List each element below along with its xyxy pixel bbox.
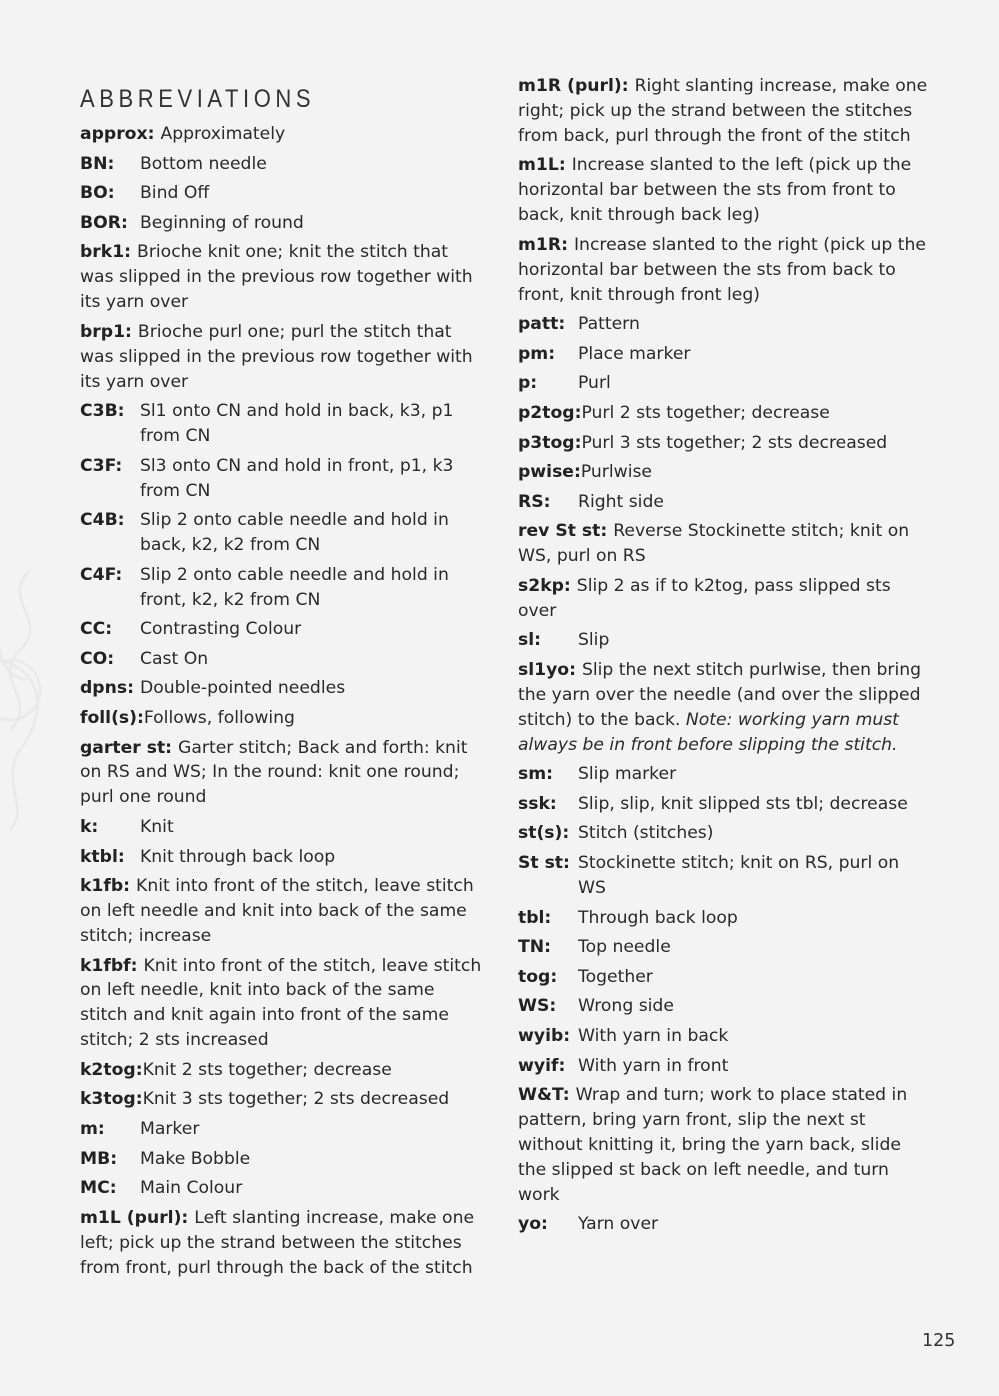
abbreviation-definition bbox=[80, 876, 474, 946]
abbreviation-term: BO: bbox=[80, 183, 115, 204]
definition-text: Contrasting Colour bbox=[140, 619, 302, 640]
abbreviation-definition bbox=[140, 617, 485, 642]
abbreviation-definition bbox=[518, 235, 926, 305]
abbreviation-term: m: bbox=[80, 1119, 105, 1140]
definition-text: Increase slanted to the right (pick up the horizontal bar between the sts from back to front, knit through front leg) bbox=[518, 234, 926, 305]
definition-text: Right side bbox=[578, 491, 664, 512]
abbreviation-term: k: bbox=[80, 816, 99, 837]
abbreviation-entry bbox=[518, 762, 928, 787]
abbreviation-term: C4F: bbox=[80, 564, 123, 585]
abbreviation-term: BN: bbox=[80, 153, 115, 174]
abbreviation-entry bbox=[80, 676, 485, 701]
abbreviation-entry bbox=[518, 935, 928, 960]
definition-text: Slip marker bbox=[578, 764, 677, 785]
abbreviation-definition bbox=[578, 851, 928, 901]
abbreviation-definition bbox=[140, 1147, 485, 1172]
abbreviation-definition bbox=[140, 152, 485, 177]
abbreviation-term: St st: bbox=[518, 853, 570, 874]
abbreviation-entry bbox=[80, 1087, 485, 1112]
abbreviation-definition bbox=[140, 211, 485, 236]
abbreviation-definition bbox=[140, 1176, 485, 1201]
definition-text: Brioche knit one; knit the stitch that was slipped in the previous row together with its yarn over bbox=[80, 242, 473, 313]
abbreviation-term: p: bbox=[518, 373, 538, 394]
abbreviation-definition bbox=[578, 1024, 928, 1049]
abbreviation-definition bbox=[578, 965, 928, 990]
abbreviation-definition bbox=[144, 706, 485, 731]
abbreviation-definition bbox=[578, 628, 928, 653]
definition-text: Slip the next stitch purlwise, then bring the yarn over the needle (and over the slipped stitch) to the back. bbox=[518, 659, 922, 730]
abbreviation-term: CO: bbox=[80, 648, 115, 669]
abbreviation-definition bbox=[578, 1054, 928, 1079]
page-heading: ABBREVIATIONS bbox=[80, 85, 316, 113]
abbreviation-term: sl: bbox=[518, 630, 541, 651]
definition-text: Reverse Stockinette stitch; knit on WS, purl on RS bbox=[518, 521, 910, 567]
abbreviation-term: ssk: bbox=[518, 793, 557, 814]
definition-text: Stockinette stitch; knit on RS, purl on WS bbox=[578, 853, 900, 898]
definition-text: Beginning of round bbox=[140, 212, 304, 233]
abbreviation-entry bbox=[518, 490, 928, 515]
definition-text: Knit 2 sts together; decrease bbox=[142, 1059, 392, 1080]
abbreviation-term: dpns: bbox=[80, 678, 134, 699]
abbreviation-list-left bbox=[80, 122, 485, 1281]
abbreviation-definition bbox=[518, 660, 921, 755]
abbreviation-term: TN: bbox=[518, 937, 551, 958]
definition-text: Top needle bbox=[578, 937, 671, 958]
abbreviation-term: wyif: bbox=[518, 1055, 566, 1076]
definition-text: With yarn in front bbox=[578, 1055, 729, 1076]
definition-text: Through back loop bbox=[578, 907, 738, 928]
abbreviation-term: W&T: bbox=[518, 1085, 570, 1106]
abbreviation-definition bbox=[140, 181, 485, 206]
definition-text: Slip, slip, knit slipped sts tbl; decrease bbox=[578, 793, 908, 814]
abbreviation-term: wyib: bbox=[518, 1025, 571, 1046]
definition-text: Slip 2 onto cable needle and hold in front, k2, k2 from CN bbox=[140, 564, 449, 610]
abbreviation-entry bbox=[518, 628, 928, 653]
abbreviation-definition bbox=[578, 821, 928, 846]
definition-text: Sl1 onto CN and hold in back, k3, p1 from CN bbox=[140, 401, 454, 447]
abbreviation-definition bbox=[578, 1212, 928, 1237]
abbreviation-entry bbox=[80, 874, 485, 949]
definition-text: Make Bobble bbox=[140, 1148, 251, 1169]
definition-text: Purl bbox=[578, 373, 611, 394]
abbreviation-entry bbox=[80, 617, 485, 642]
abbreviation-term: rev St st: bbox=[518, 521, 608, 542]
definition-text: Bottom needle bbox=[140, 153, 267, 174]
definition-text: Double-pointed needles bbox=[140, 678, 346, 699]
definition-text: Garter stitch; Back and forth: knit on RS and WS; In the round: knit one round; purl one round bbox=[80, 737, 468, 808]
abbreviation-term: m1L (purl): bbox=[80, 1207, 189, 1228]
abbreviation-term: WS: bbox=[518, 996, 557, 1017]
abbreviation-term: st(s): bbox=[518, 823, 570, 844]
abbreviation-term: m1R: bbox=[518, 234, 568, 255]
abbreviation-term: garter st: bbox=[80, 737, 173, 758]
definition-text: Purl 2 sts together; decrease bbox=[581, 403, 830, 423]
definition-text: Knit into front of the stitch, leave stitch on left needle, knit into back of the same stitch and knit again into front of the same stitch; 2 sts increased bbox=[80, 955, 482, 1051]
abbreviation-entry bbox=[80, 1176, 485, 1201]
definition-text: Bind Off bbox=[140, 183, 210, 204]
abbreviation-term: patt: bbox=[518, 314, 566, 335]
definition-text: Place marker bbox=[578, 343, 691, 364]
abbreviation-entry bbox=[518, 965, 928, 990]
definition-text: Knit through back loop bbox=[140, 846, 336, 867]
page-number: 125 bbox=[922, 1331, 956, 1351]
abbreviation-entry bbox=[518, 1212, 928, 1237]
abbreviation-term: MC: bbox=[80, 1178, 117, 1199]
definition-text: Main Colour bbox=[140, 1178, 243, 1199]
abbreviation-entry bbox=[80, 1147, 485, 1172]
abbreviation-entry bbox=[518, 153, 928, 228]
definition-text: Sl3 onto CN and hold in front, p1, k3 from CN bbox=[140, 455, 454, 501]
abbreviation-term: pwise: bbox=[518, 462, 581, 483]
abbreviation-definition bbox=[143, 1058, 485, 1083]
abbreviation-entry bbox=[80, 399, 485, 449]
abbreviation-entry bbox=[80, 1058, 485, 1083]
definition-text: Brioche purl one; purl the stitch that was slipped in the previous row together with its yarn over bbox=[80, 321, 473, 392]
abbreviation-term: k1fb: bbox=[80, 876, 131, 897]
definition-text: Knit 3 sts together; 2 sts decreased bbox=[142, 1089, 450, 1110]
abbreviation-definition bbox=[578, 906, 928, 931]
abbreviation-entry bbox=[80, 152, 485, 177]
abbreviation-definition bbox=[518, 1085, 907, 1205]
abbreviation-entry bbox=[518, 851, 928, 901]
definition-text: Slip bbox=[578, 630, 610, 651]
abbreviation-definition bbox=[140, 399, 485, 449]
abbreviation-definition bbox=[140, 815, 485, 840]
definition-text: Together bbox=[578, 966, 653, 987]
abbreviation-term: k1fbf: bbox=[80, 955, 138, 976]
abbreviation-term: sm: bbox=[518, 764, 554, 785]
abbreviation-entry bbox=[518, 1083, 928, 1208]
decorative-watermark bbox=[0, 560, 60, 840]
definition-text: Purl 3 sts together; 2 sts decreased bbox=[581, 432, 888, 453]
abbreviation-term: yo: bbox=[518, 1214, 548, 1235]
abbreviation-definition bbox=[578, 935, 928, 960]
definition-text: Increase slanted to the left (pick up the horizontal bar between the sts from front to back, knit through back leg) bbox=[518, 155, 912, 226]
abbreviation-definition bbox=[140, 1117, 485, 1142]
abbreviation-entry bbox=[518, 906, 928, 931]
abbreviation-entry bbox=[518, 401, 928, 426]
abbreviation-term: sl1yo: bbox=[518, 659, 576, 680]
abbreviation-entry bbox=[518, 460, 928, 485]
abbreviation-term: C3B: bbox=[80, 401, 125, 422]
abbreviation-term: p2tog: bbox=[518, 403, 582, 423]
abbreviation-term: foll(s): bbox=[80, 707, 144, 728]
abbreviation-entry bbox=[80, 122, 485, 147]
abbreviation-term: m1L: bbox=[518, 155, 566, 176]
definition-text: Slip 2 onto cable needle and hold in back, k2, k2 from CN bbox=[140, 510, 449, 556]
abbreviation-definition bbox=[140, 454, 485, 504]
abbreviation-term: MB: bbox=[80, 1148, 118, 1169]
abbreviation-term: tog: bbox=[518, 966, 558, 987]
abbreviation-entry bbox=[518, 792, 928, 817]
abbreviation-term: CC: bbox=[80, 619, 113, 640]
definition-text: Knit into front of the stitch, leave stitch on left needle and knit into back of the same stitch; increase bbox=[80, 876, 474, 946]
abbreviation-entry bbox=[518, 342, 928, 367]
abbreviation-definition bbox=[578, 994, 928, 1019]
abbreviation-entry bbox=[518, 519, 928, 569]
abbreviation-entry bbox=[80, 211, 485, 236]
definition-text: Cast On bbox=[140, 648, 209, 669]
abbreviation-definition bbox=[518, 576, 891, 621]
abbreviation-term: approx: bbox=[80, 124, 155, 144]
definition-text: Approximately bbox=[160, 124, 286, 144]
abbreviation-list-right bbox=[518, 74, 928, 1237]
definition-text: Stitch (stitches) bbox=[578, 823, 714, 844]
abbreviation-term: C4B: bbox=[80, 510, 125, 531]
abbreviation-definition bbox=[581, 401, 928, 426]
definition-text: Wrap and turn; work to place stated in pattern, bring yarn front, slip the next st without knitting it, bring the yarn back, slide the slipped st back on left needle, and turn work bbox=[518, 1085, 908, 1205]
abbreviation-entry bbox=[80, 706, 485, 731]
abbreviation-definition bbox=[80, 242, 473, 312]
abbreviation-entry bbox=[518, 74, 928, 149]
definition-text: Purlwise bbox=[580, 462, 653, 483]
abbreviation-entry bbox=[518, 1024, 928, 1049]
definition-text: Right slanting increase, make one right; pick up the strand between the stitches from back, purl through the front of the stitch bbox=[518, 76, 928, 146]
abbreviation-entry bbox=[518, 574, 928, 624]
abbreviation-term: ktbl: bbox=[80, 846, 125, 867]
definition-text: Yarn over bbox=[578, 1214, 659, 1235]
abbreviation-definition bbox=[578, 490, 928, 515]
abbreviation-term: brk1: bbox=[80, 242, 132, 263]
abbreviation-definition bbox=[581, 460, 928, 485]
abbreviation-entry bbox=[518, 233, 928, 308]
abbreviation-term: p3tog: bbox=[518, 432, 582, 453]
abbreviation-entry bbox=[80, 320, 485, 395]
abbreviation-entry bbox=[80, 954, 485, 1054]
abbreviation-entry bbox=[518, 431, 928, 456]
abbreviation-entry bbox=[80, 508, 485, 558]
abbreviation-definition bbox=[140, 676, 485, 701]
abbreviation-definition bbox=[80, 956, 481, 1051]
abbreviation-entry bbox=[518, 658, 928, 758]
abbreviation-definition bbox=[143, 1087, 485, 1112]
abbreviation-entry bbox=[518, 312, 928, 337]
abbreviation-definition bbox=[578, 371, 928, 396]
abbreviation-entry bbox=[518, 994, 928, 1019]
abbreviation-entry bbox=[80, 736, 485, 811]
abbreviation-entry bbox=[80, 1206, 485, 1281]
abbreviation-entry bbox=[518, 1054, 928, 1079]
abbreviation-definition bbox=[518, 155, 911, 225]
abbreviation-entry bbox=[80, 563, 485, 613]
definition-text: Left slanting increase, make one left; pick up the strand between the stitches from front, purl through the back of the stitch bbox=[80, 1207, 475, 1278]
abbreviation-term: k2tog: bbox=[80, 1059, 143, 1080]
abbreviation-definition bbox=[80, 322, 473, 392]
definition-text: Marker bbox=[140, 1119, 200, 1140]
abbreviation-entry bbox=[80, 181, 485, 206]
abbreviation-entry bbox=[80, 845, 485, 870]
abbreviation-term: C3F: bbox=[80, 455, 123, 476]
definition-note: Note: working yarn must always be in front before slipping the stitch. bbox=[518, 709, 899, 755]
abbreviation-definition bbox=[140, 508, 485, 558]
abbreviation-term: k3tog: bbox=[80, 1089, 143, 1110]
abbreviation-definition bbox=[160, 124, 285, 144]
abbreviation-definition bbox=[578, 762, 928, 787]
abbreviation-term: m1R (purl): bbox=[518, 76, 629, 96]
abbreviation-term: brp1: bbox=[80, 321, 132, 342]
abbreviation-term: BOR: bbox=[80, 212, 128, 233]
abbreviation-entry bbox=[518, 821, 928, 846]
abbreviation-entry bbox=[80, 1117, 485, 1142]
abbreviation-definition bbox=[578, 312, 928, 337]
definition-text: Pattern bbox=[578, 314, 640, 335]
abbreviation-definition bbox=[581, 431, 928, 456]
definition-text: With yarn in back bbox=[578, 1025, 729, 1046]
abbreviation-definition bbox=[140, 845, 485, 870]
definition-text: Follows, following bbox=[143, 707, 295, 728]
abbreviation-term: tbl: bbox=[518, 907, 552, 928]
abbreviation-term: s2kp: bbox=[518, 575, 571, 596]
abbreviation-entry bbox=[80, 240, 485, 315]
abbreviation-definition bbox=[140, 647, 485, 672]
definition-text: Slip 2 as if to k2tog, pass slipped sts over bbox=[518, 575, 891, 621]
abbreviation-entry bbox=[80, 454, 485, 504]
abbreviation-term: pm: bbox=[518, 343, 556, 364]
definition-text: Wrong side bbox=[578, 996, 674, 1017]
abbreviation-definition bbox=[578, 342, 928, 367]
abbreviation-definition bbox=[140, 563, 485, 613]
abbreviation-entry bbox=[518, 371, 928, 396]
abbreviation-definition bbox=[578, 792, 928, 817]
left-column bbox=[80, 84, 485, 1285]
right-column bbox=[518, 74, 928, 1242]
abbreviation-term: RS: bbox=[518, 491, 551, 512]
definition-text: Knit bbox=[140, 816, 174, 837]
abbreviation-entry bbox=[80, 647, 485, 672]
abbreviation-entry bbox=[80, 815, 485, 840]
